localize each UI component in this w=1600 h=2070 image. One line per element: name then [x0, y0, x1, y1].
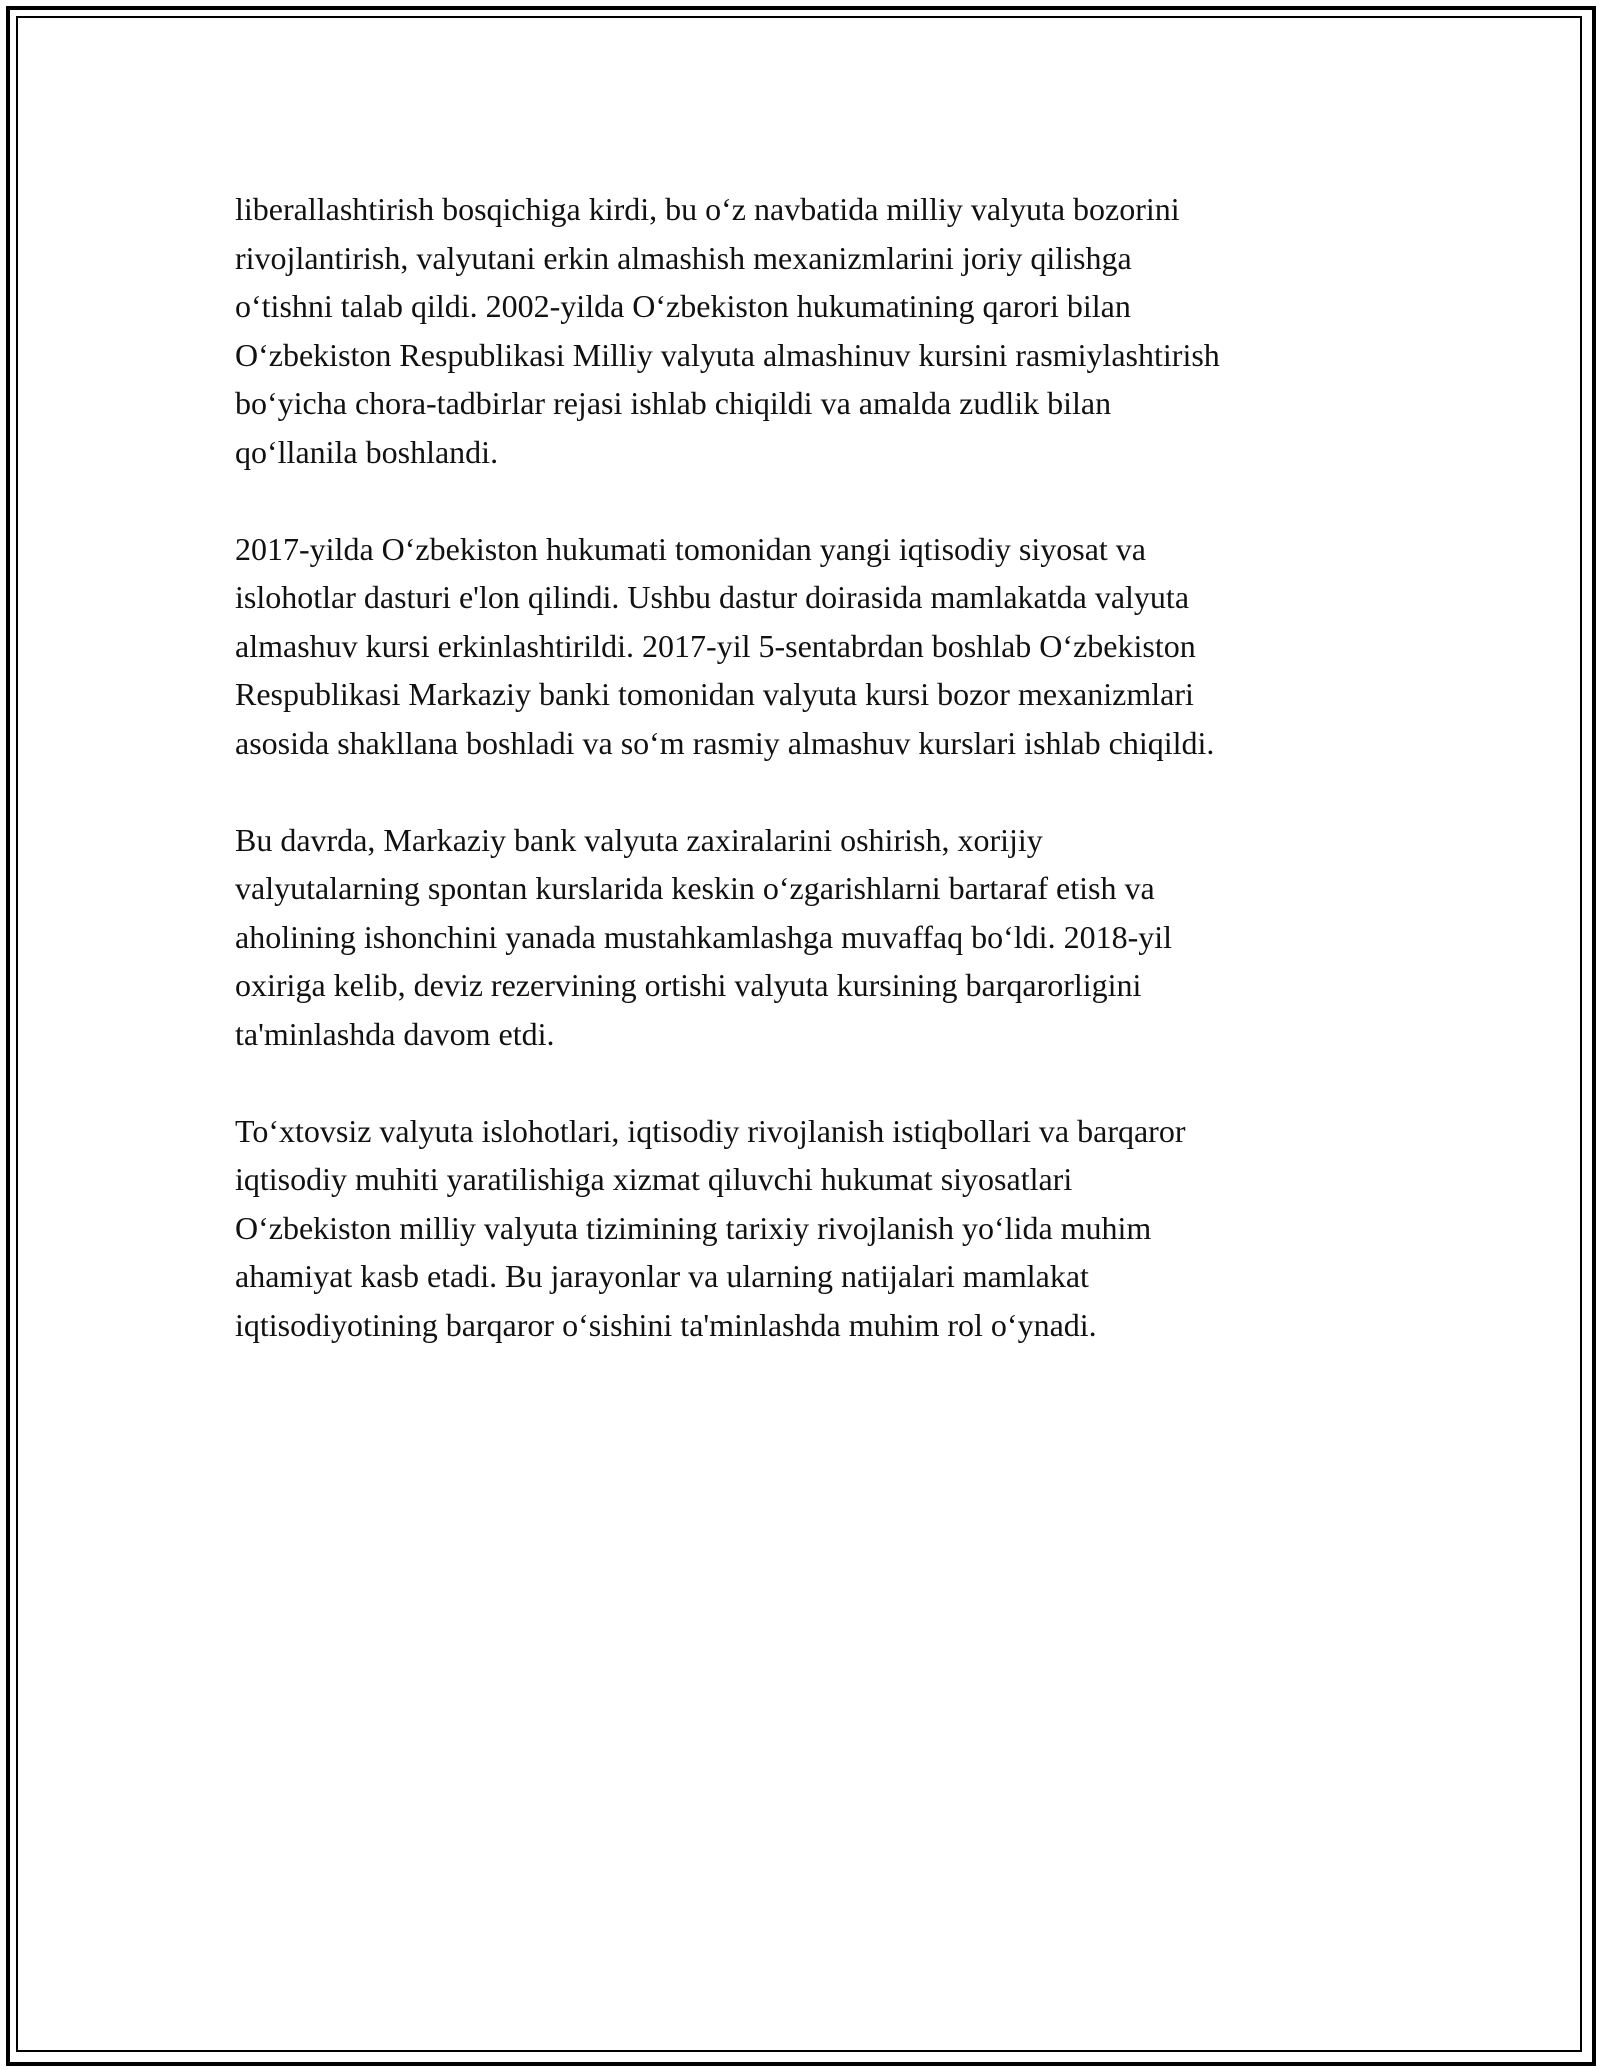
text-line: rivojlantirish, valyutani erkin almashish mexanizmlarini joriy qilishga — [235, 239, 1132, 276]
text-line: asosida shakllana boshladi va so‘m rasmiy almashuv kurslari ishlab chiqildi. — [235, 724, 1215, 761]
paragraph-1 — [235, 185, 1375, 476]
paragraph-4 — [235, 1107, 1375, 1350]
text-line: Respublikasi Markaziy banki tomonidan valyuta kursi bozor mexanizmlari — [235, 676, 1194, 712]
text-line: valyutalarning spontan kurslarida keskin o‘zgarishlarni bartaraf etish va — [235, 870, 1155, 906]
document-body — [235, 185, 1375, 1398]
text-line: iqtisodiyotining barqaror o‘sishini ta'minlashda muhim rol o‘ynadi. — [235, 1306, 1097, 1343]
text-line: qo‘llanila boshlandi. — [235, 433, 499, 470]
text-line: islohotlar dasturi e'lon qilindi. Ushbu dastur doirasida mamlakatda valyuta — [235, 579, 1190, 615]
text-line: To‘xtovsiz valyuta islohotlari, iqtisodiy rivojlanish istiqbollari va barqaror — [235, 1112, 1186, 1149]
text-line: 2017-yilda O‘zbekiston hukumati tomonidan yangi iqtisodiy siyosat va — [235, 530, 1146, 567]
text-line: bo‘yicha chora-tadbirlar rejasi ishlab chiqildi va amalda zudlik bilan — [235, 385, 1112, 421]
paragraph-3 — [235, 816, 1375, 1059]
text-line: O‘zbekiston milliy valyuta tizimining tarixiy rivojlanish yo‘lida muhim — [235, 1209, 1152, 1246]
text-line: liberallashtirish bosqichiga kirdi, bu o‘z navbatida milliy valyuta bozorini — [235, 191, 1180, 227]
paragraph-2 — [235, 525, 1375, 768]
text-line: Bu davrda, Markaziy bank valyuta zaxiralarini oshirish, xorijiy — [235, 821, 1043, 858]
text-line: almashuv kursi erkinlashtirildi. 2017-yil 5-sentabrdan boshlab O‘zbekiston — [235, 627, 1196, 664]
text-line: iqtisodiy muhiti yaratilishiga xizmat qiluvchi hukumat siyosatlari — [235, 1161, 1073, 1197]
text-line: o‘tishni talab qildi. 2002-yilda O‘zbekiston hukumatining qarori bilan — [235, 288, 1131, 324]
text-line: oxiriga kelib, deviz rezervining ortishi valyuta kursining barqarorligini — [235, 967, 1142, 1003]
text-line: aholining ishonchini yanada mustahkamlashga muvaffaq bo‘ldi. 2018-yil — [235, 918, 1172, 955]
text-line: ahamiyat kasb etadi. Bu jarayonlar va ularning natijalari mamlakat — [235, 1258, 1089, 1294]
text-line: ta'minlashda davom etdi. — [235, 1015, 555, 1052]
text-line: O‘zbekiston Respublikasi Milliy valyuta almashinuv kursini rasmiylashtirish — [235, 336, 1220, 373]
